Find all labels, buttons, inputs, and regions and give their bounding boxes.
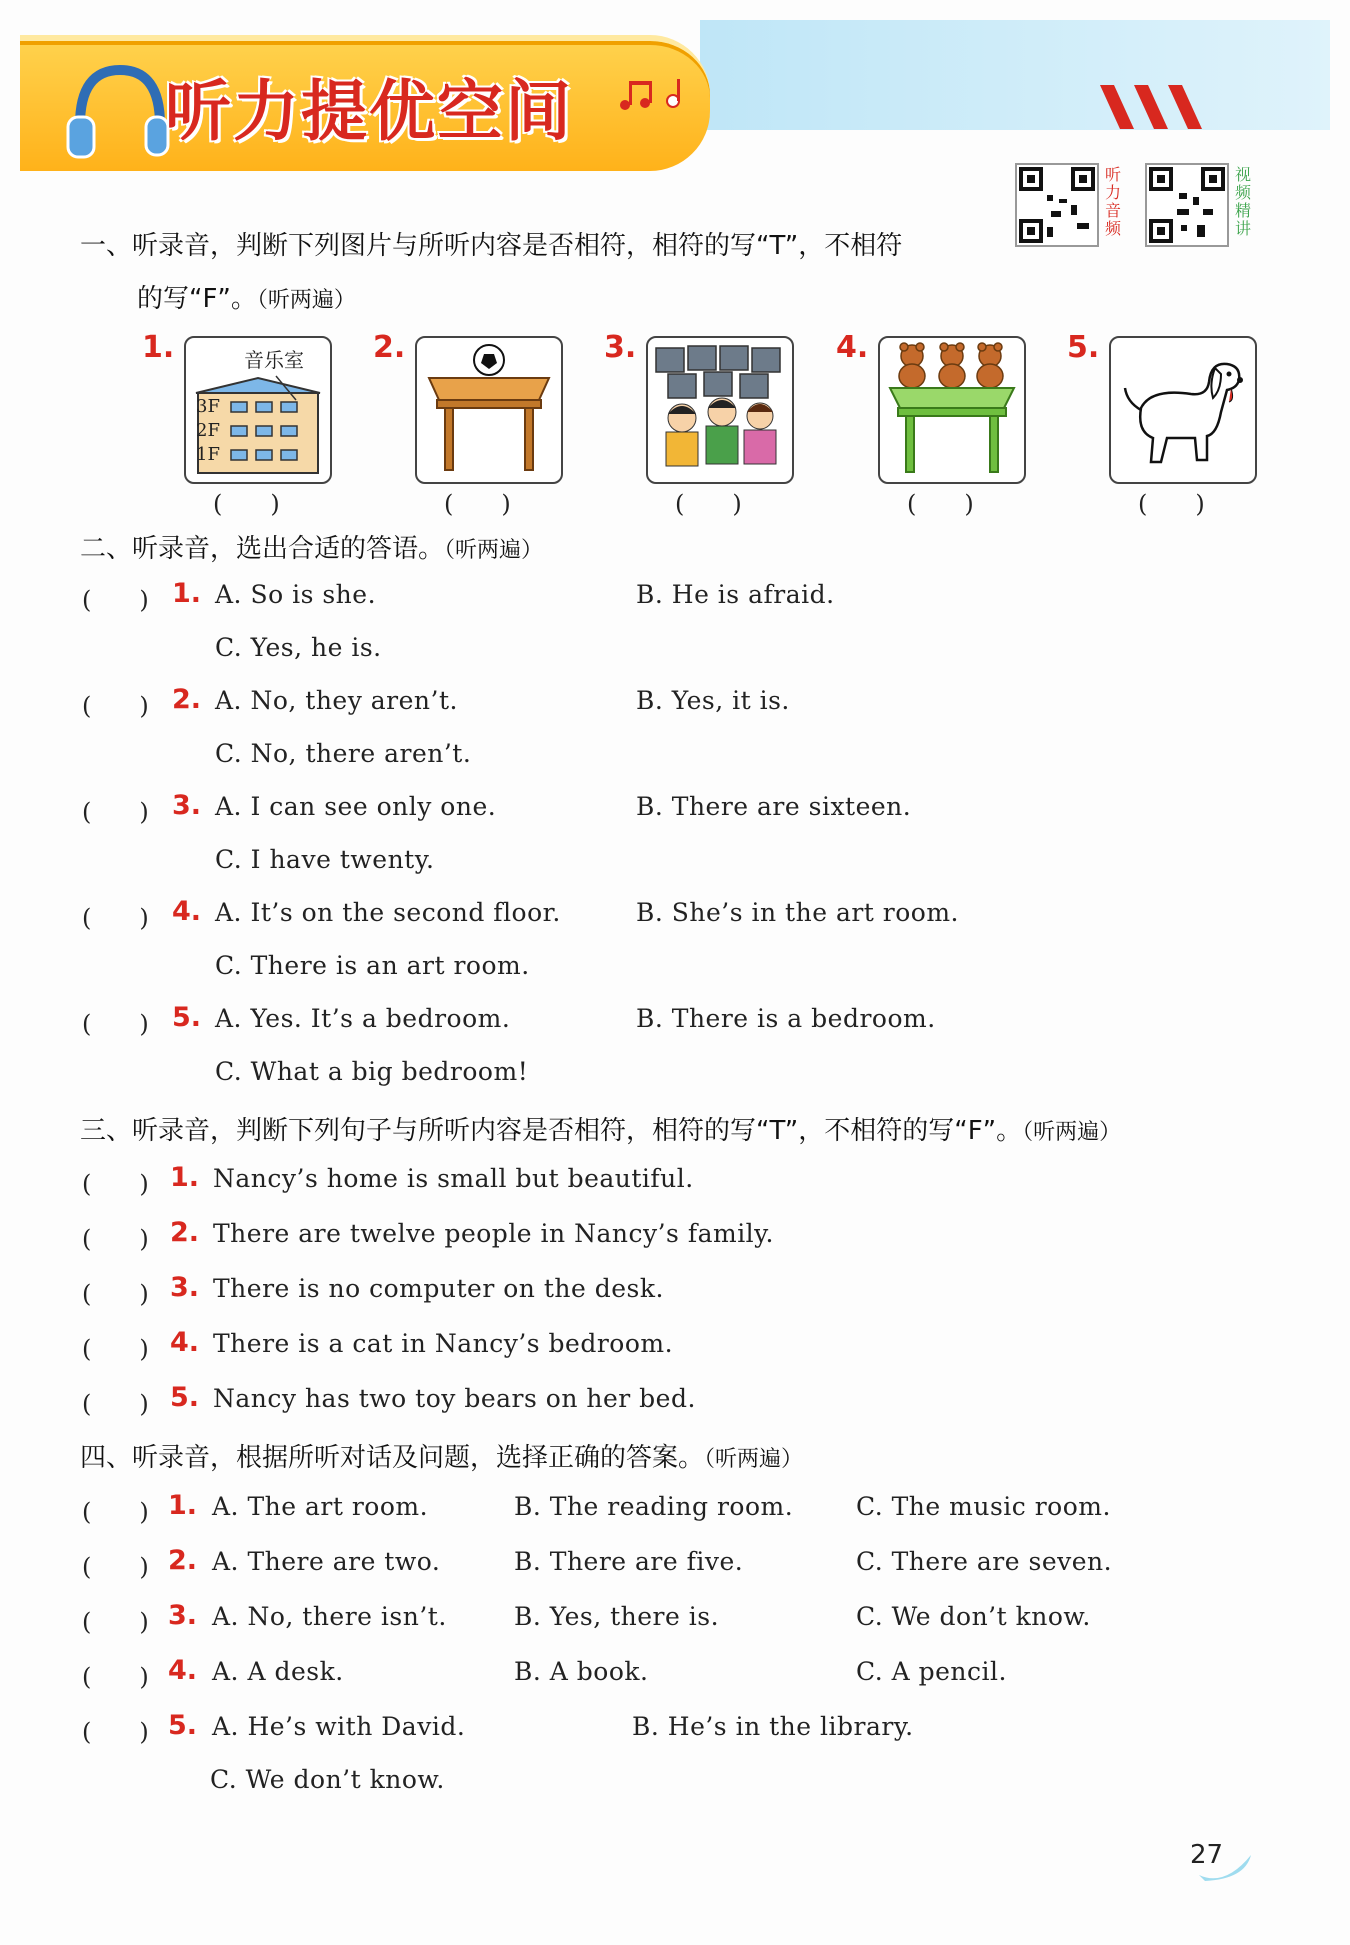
question-number: 4. [172,896,202,927]
answer-blank[interactable]: ( ) [907,490,974,518]
desk-with-ball-icon [417,338,561,482]
header-blue-band [700,20,1330,130]
picture-number: 2. [373,330,406,365]
statement-number: 1. [170,1162,200,1193]
option-c: C. What a big bedroom! [215,1057,529,1086]
answer-blank[interactable]: ( ) [213,490,280,518]
statement-text: There are twelve people in Nancy’s family. [213,1219,774,1248]
section2-heading [80,528,543,565]
question-number: 2. [172,684,202,715]
option-a: A. No, they aren’t. [215,686,458,715]
option-c: C. A pencil. [856,1657,1007,1686]
answer-blank[interactable]: ( ) [82,1553,149,1581]
building-caption: 音乐室 [244,348,304,372]
section2-note: （听两遍） [444,538,544,563]
answer-blank[interactable]: ( ) [82,904,149,932]
answer-blank[interactable]: ( ) [82,1498,149,1526]
floor-label-2f: 2F [196,420,220,441]
answer-blank[interactable]: ( ) [82,1170,149,1198]
answer-blank[interactable]: ( ) [82,1335,149,1363]
option-c: C. There are seven. [856,1547,1113,1576]
section1-heading-cont [137,278,356,315]
picture-number: 1. [142,330,175,365]
answer-blank[interactable]: ( ) [82,1225,149,1253]
option-a: A. Yes. It’s a bedroom. [215,1004,511,1033]
option-b: B. He is afraid. [636,580,835,609]
page-number: 27 [1190,1840,1224,1870]
option-a: A. There are two. [212,1547,441,1576]
question-number: 5. [172,1002,202,1033]
option-a: A. It’s on the second floor. [215,898,561,927]
answer-blank[interactable]: ( ) [82,1010,149,1038]
picture-number: 4. [836,330,869,365]
option-c: C. We don’t know. [856,1602,1091,1631]
picture-computer-room [646,336,794,484]
question-number: 3. [168,1600,198,1631]
option-b: B. A book. [514,1657,649,1686]
option-b: B. Yes, it is. [636,686,790,715]
statement-number: 4. [170,1327,200,1358]
option-b: B. There are sixteen. [636,792,912,821]
answer-blank[interactable]: ( ) [444,490,511,518]
picture-ball-on-desk [415,336,563,484]
picture-number: 5. [1067,330,1100,365]
section3-heading-text: 三、听录音，判断下列句子与所听内容是否相符，相符的写“T”，不相符的写“F”。 [80,1116,1023,1146]
qr-code-video[interactable] [1145,163,1229,247]
option-a: A. No, there isn’t. [212,1602,447,1631]
section2-heading-text: 二、听录音，选出合适的答语。 [80,534,445,564]
answer-blank[interactable]: ( ) [82,1663,149,1691]
section3-heading [80,1110,1121,1147]
option-a: A. I can see only one. [215,792,497,821]
decorative-slashes [1100,85,1230,135]
section1-heading-line2: 的写“F”。 [137,284,257,314]
floor-label-3f: 3F [196,396,220,417]
section4-heading [80,1437,803,1474]
qr-pattern-icon [1017,165,1097,245]
option-b: B. There are five. [514,1547,744,1576]
question-number: 4. [168,1655,198,1686]
option-a: A. So is she. [215,580,377,609]
statement-number: 5. [170,1382,200,1413]
answer-blank[interactable]: ( ) [82,692,149,720]
picture-music-building [184,336,332,484]
option-b: B. The reading room. [514,1492,794,1521]
qr-video-label: 视频精讲 [1234,165,1251,238]
option-c: C. The music room. [856,1492,1111,1521]
section1-heading-line1: 一、听录音，判断下列图片与所听内容是否相符，相符的写“T”，不相符 [80,231,903,261]
statement-text: Nancy has two toy bears on her bed. [213,1384,696,1413]
option-a: A. He’s with David. [212,1712,466,1741]
page-title: 听力提优空间 [165,73,573,150]
statement-text: There is a cat in Nancy’s bedroom. [213,1329,674,1358]
question-number: 1. [172,578,202,609]
answer-blank[interactable]: ( ) [82,798,149,826]
option-a: A. A desk. [212,1657,344,1686]
section3-note: （听两遍） [1022,1120,1122,1145]
statement-number: 3. [170,1272,200,1303]
option-b: B. Yes, there is. [514,1602,720,1631]
answer-blank[interactable]: ( ) [82,1390,149,1418]
picture-bears-on-desk [878,336,1026,484]
headphones-icon [60,55,170,165]
option-c: C. No, there aren’t. [215,739,472,768]
answer-blank[interactable]: ( ) [82,1280,149,1308]
answer-blank[interactable]: ( ) [82,586,149,614]
answer-blank[interactable]: ( ) [675,490,742,518]
floor-label-1f: 1F [196,444,220,465]
option-c: C. Yes, he is. [215,633,382,662]
qr-pattern-icon [1147,165,1227,245]
option-b: B. There is a bedroom. [636,1004,936,1033]
question-number: 2. [168,1545,198,1576]
music-notes-icon [615,75,695,115]
section1-heading [80,225,902,262]
option-c: C. I have twenty. [215,845,435,874]
option-b: B. He’s in the library. [632,1712,914,1741]
dog-icon [1111,338,1255,482]
picture-number: 3. [604,330,637,365]
qr-audio-label: 听力音频 [1104,165,1121,238]
section4-note: （听两遍） [704,1447,804,1472]
question-number: 5. [168,1710,198,1741]
statement-number: 2. [170,1217,200,1248]
option-b: B. She’s in the art room. [636,898,959,927]
section4-heading-text: 四、听录音，根据所听对话及问题，选择正确的答案。 [80,1443,705,1473]
option-c: C. There is an art room. [215,951,530,980]
option-c: C. We don’t know. [210,1765,445,1794]
question-number: 3. [172,790,202,821]
students-computers-icon [648,338,792,482]
question-number: 1. [168,1490,198,1521]
qr-code-audio[interactable] [1015,163,1099,247]
statement-text: Nancy’s home is small but beautiful. [213,1164,694,1193]
picture-dog [1109,336,1257,484]
answer-blank[interactable]: ( ) [82,1718,149,1746]
option-a: A. The art room. [212,1492,429,1521]
desk-with-bears-icon [880,338,1024,482]
section1-note: （听两遍） [256,288,356,313]
statement-text: There is no computer on the desk. [213,1274,664,1303]
answer-blank[interactable]: ( ) [1138,490,1205,518]
answer-blank[interactable]: ( ) [82,1608,149,1636]
